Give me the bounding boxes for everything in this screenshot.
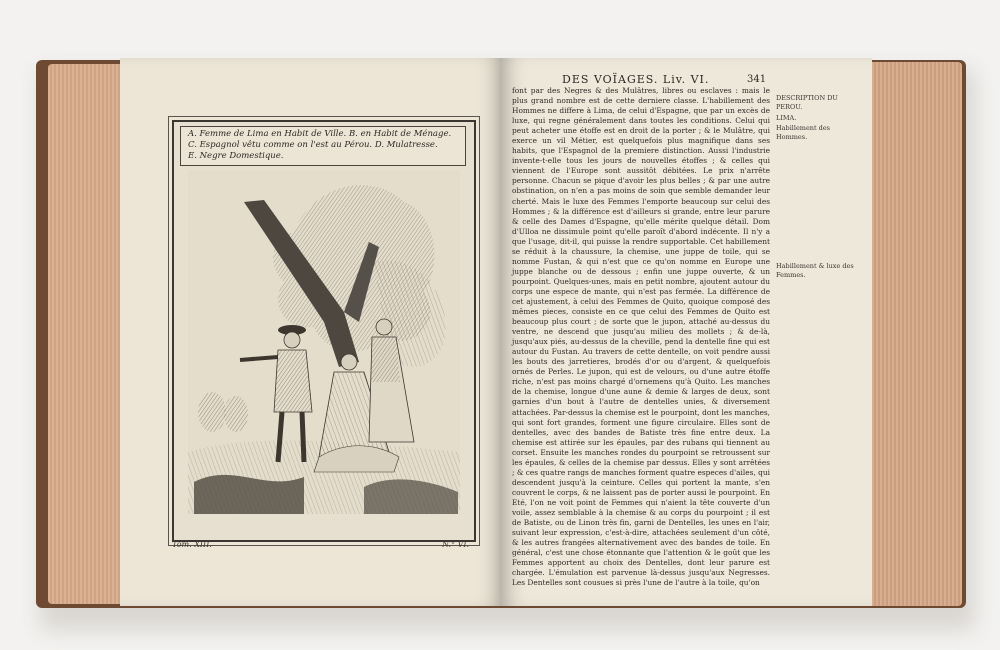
margin-note-lima: LIMA.	[776, 114, 797, 122]
margin-note-description: DESCRIPTION DU PEROU.	[776, 94, 838, 111]
margin-note-women: Habillement & luxe des Femmes.	[776, 262, 854, 279]
body-paragraph: font par des Negres & des Mulâtres, libres ou esclaves : mais le plus grand nombre est de cette derniere classe. L'habillement des Hommes ne differe à Lima, de celui d'Espagne, que par un excès de luxe, qui regne généralement dans toutes les conditions. Celui qui peut acheter une étoffe est en droit de la porter ; & le Mulâtre, qui exerce un vil Métier, est quelquefois plus magnifique dans ses habits, que l'Espagnol de la premiere distinction. Aussi l'industrie invente-t-elle tous les jours de nouvelles étoffes ; & celles qui viennent de l'Europe sont aussitôt débitées. Le prix n'arrête personne. Chacun se pique d'avoir les plus belles ; & par une autre obstination, on n'en a pas moins de soin que semble demander leur cherté. Mais le luxe des Femmes l'emporte beaucoup sur celui des Hommes ; & la différence est d'ailleurs si grande, entre leur parure & celle des Dames d'Espagne, qu'elle mérite quelque détail. Dom d'Ulloa ne dissimule point qu'elle paroît d'abord indécente. Il n'y a que l'usage, dit-il, qui puisse la rendre supportable. Cet habillement se réduit à la chaussure, la chemise, une juppe de toile, qui se nomme Fustan, & qui n'est que ce qu'on nomme en Europe une juppe blanche ou de dessous ; enfin une juppe ouverte, & un pourpoint. Quelques-unes, mais en petit nombre, ajoutent autour du corps une espece de mante, qui n'est pas fermée. La différence de cet ajustement, à celui des Femmes de Quito, quoique composé des mêmes pieces, consiste en ce que celui des Femmes de Quito est beaucoup plus court ; de sorte que le jupon, attaché au-dessus du ventre, ne descend que jusqu'au milieu des mollets ; & de-là, jusqu'aux piés, au-dessus de la cheville, pend la dentelle fine qui est autour du Fustan. Au travers de cette dentelle, on voit pendre aussi les bouts des jarretieres, brodés d'or ou d'argent, & quelquefois ornés de Perles. Le jupon, qui est de velours, ou d'une autre étoffe riche, n'est pas moins chargé d'ornemens qu'à Quito. Les manches de la chemise, longue d'une aune & demie & larges de deux, sont garnies d'un bout à l'autre de dentelles unies, & diversement attachées. Par-dessus la chemise est le pourpoint, dont les manches, qui sont fort grandes, forment une figure circulaire. Elles sont de dentelles, avec des bandes de Batiste très fine entre deux. La chemise est attirée sur les épaules, par des rubans qui tiennent au corset. Ensuite les manches rondes du pourpoint se retroussent sur les épaules, & celles de la chemise par dessus. Elles y sont arrêtées ; & ces quatre rangs de manches forment quatre especes d'ailes, qui descendent jusqu'à la ceinture. Celles qui portent la mante, s'en couvrent le corps, & ne laissent pas de porter aussi le pourpoint. En Eté, l'on ne voit point de Femmes qui n'aient la tête couverte d'un voile, assez semblable à la chemise & au corps du pourpoint ; il est de Batiste, ou de Linon très fin, garni de Dentelles, les unes en l'air, suivant leur expression, c'est-à-dire, attachées seulement d'un côté, & les autres frangées alternativement avec des bandes de toile. En général, c'est une chose étonnante que l'attention & le goût que les Femmes apportent au choix des Dentelles, dont leur parure est chargée. L'émulation est parvenue là-dessus jusqu'aux Negresses. Les Dentelles sont cousues si près l'une de l'autre à la toile, qu'on	[512, 86, 771, 588]
plate-caption-line-3: E. Negre Domestique.	[188, 151, 284, 161]
plate-number: N.° VI.	[442, 540, 470, 549]
plate-caption-line-1: A. Femme de Lima en Habit de Ville. B. en Habit de Ménage.	[188, 129, 452, 139]
left-page-edges	[48, 64, 126, 604]
figures-d-e	[198, 392, 226, 432]
engraving-plate	[172, 120, 476, 542]
running-head: DES VOÏAGES. Liv. VI.	[562, 73, 710, 86]
engraving-illustration	[174, 122, 474, 540]
plate-tome-label: Tom. XIII.	[172, 540, 212, 549]
right-page-edges	[868, 62, 962, 606]
page-number: 341	[747, 74, 767, 85]
plate-caption-line-2: C. Espagnol vêtu comme on l'est au Pérou. D. Mulatresse.	[188, 140, 438, 150]
margin-note-men: Habillement des Hommes.	[776, 124, 831, 141]
page-body-text	[512, 86, 771, 588]
